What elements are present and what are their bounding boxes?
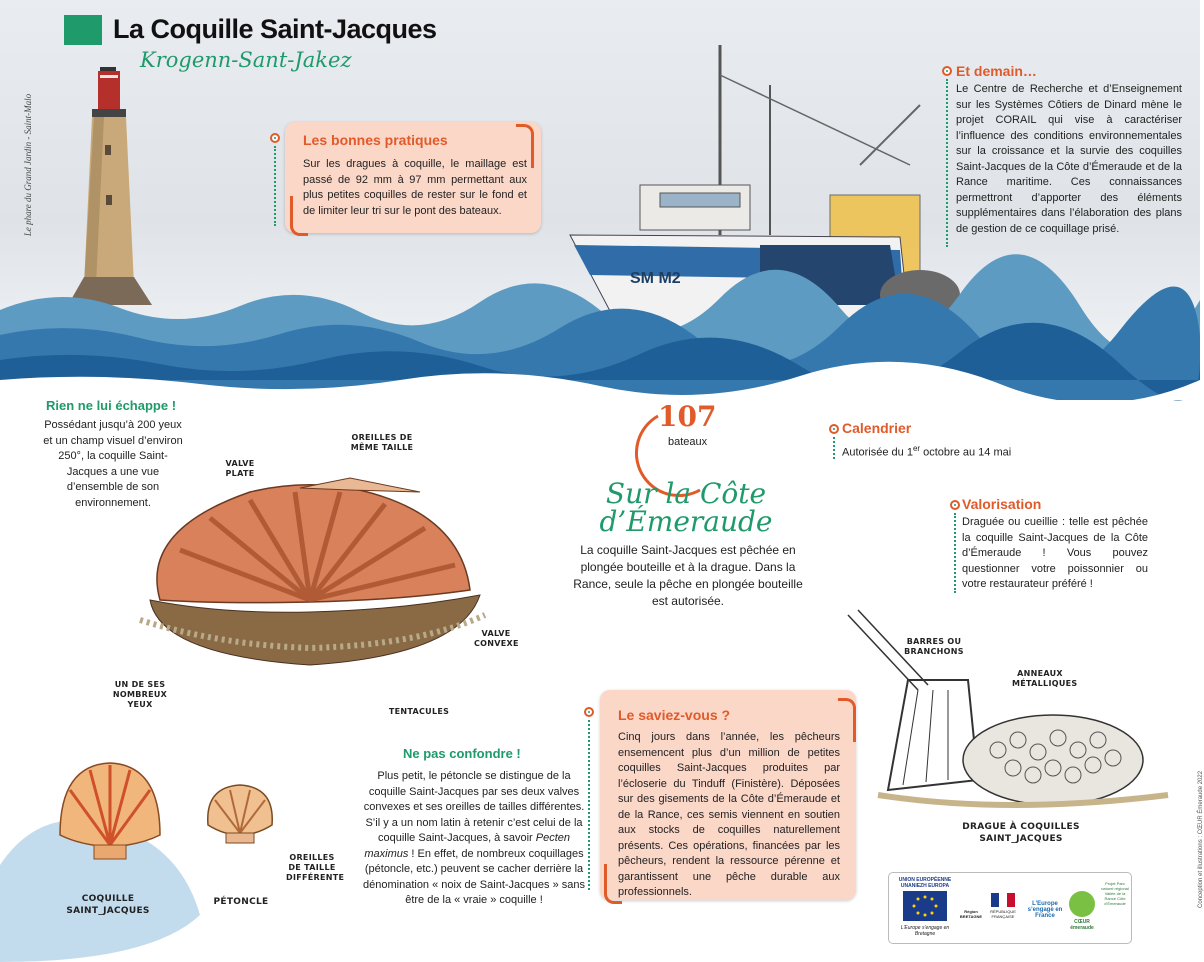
credits: Conception et illustrations : CŒUR Émeraude 2022 [1198, 770, 1204, 908]
valorisation-text: Draguée ou cueillie : telle est pêchée la coquille Saint-Jacques de la Côte d’Émeraude ! Vous pouvez questionner votre poissonnier ou votre restaurateur préféré ! [962, 516, 1148, 590]
compare-illustration [0, 745, 330, 962]
et-demain-title: Et demain… [956, 63, 1037, 79]
saviez-vous-text: Cinq jours dans l’année, les pêcheurs ensemencent plus d’un million de petites coquilles Saint-Jacques produites par l’écloserie du Tinduff (Finistère). Déposées sur des gisements de la Côte d’Émeraude et de la Rance, ces semis viennent en soutien aux stocks de coquilles naturellement présents. Ces opérations, financées par les pêcheurs, rendent la ressource pérenne et garantissent une pêche durable aux professionnels. [618, 731, 840, 898]
bonnes-pratiques-title: Les bonnes pratiques [303, 132, 448, 148]
eu-flag-icon [903, 891, 947, 921]
calendrier-title: Calendrier [842, 420, 912, 436]
sea-waves [0, 280, 1200, 400]
eu-title: UNION EUROPÉENNE UNANIEZH EUROPA [898, 877, 952, 889]
bullet-icon [942, 66, 952, 76]
dotted-line [274, 146, 276, 226]
ne-pas-confondre-p1: Plus petit, le pétoncle se distingue de la coquille Saint-Jacques par ses deux valves convexes et ses oreilles de tailles différentes. [363, 770, 585, 813]
dotted-line [954, 513, 956, 593]
latin-name: Pecten maximus [364, 832, 570, 860]
bracket-decoration [516, 124, 534, 168]
coeur-icon [1069, 891, 1095, 917]
drague-caption: DRAGUE À COQUILLES SAINT_JACQUES [962, 822, 1080, 844]
ne-pas-confondre-text: Plus petit, le pétoncle se distingue de la coquille Saint-Jacques par ses deux valves convexes et ses oreilles de tailles différentes. S’il y a un nom latin à retenir c’est celui de la coquille Saint-Jacques, à savoir Pecten maximus ! En effet, de nombreux coquillages (pétoncle, etc.) peuvent se cacher derrière la dénomination « noix de Saint-Jacques » sans être de la « vraie » coquille ! [363, 770, 585, 906]
label-petoncle: PÉTONCLE [213, 897, 269, 907]
label-valve-convexe: VALVE CONVEXE [474, 629, 519, 648]
bullet-icon [829, 424, 839, 434]
valorisation-title: Valorisation [962, 496, 1042, 512]
label-coquille: COQUILLE SAINT_JACQUES [66, 894, 150, 916]
label-oreilles: OREILLES DE MÊME TAILLE [350, 433, 414, 452]
state-flag-icon [991, 893, 1015, 907]
bullet-icon [950, 500, 960, 510]
bracket-decoration [290, 196, 308, 236]
rien-ne-lui-title: Rien ne lui échappe ! [46, 398, 177, 413]
stat-number: 107 [658, 400, 717, 433]
pnr-logo: Projet Parc naturel régional Vallée de la Rance Côte d’Émeraude [1101, 881, 1129, 906]
ne-pas-confondre-title: Ne pas confondre ! [403, 746, 521, 761]
dotted-line [588, 720, 590, 890]
label-oreilles-diff: OREILLES DE TAILLE DIFFÉRENTE [286, 853, 345, 882]
label-barres: BARRES OU BRANCHONS [904, 637, 964, 656]
bullet-icon [584, 707, 594, 717]
hull-mark: SM M2 [630, 270, 681, 287]
state-logo: RÉPUBLIQUE FRANÇAISE [990, 909, 1016, 919]
lighthouse-illustration [60, 55, 160, 305]
cote-title: Sur la Côte d’Émeraude [599, 477, 773, 538]
calendrier-text: Autorisée du 1er octobre au 14 mai [842, 444, 1012, 459]
bonnes-pratiques-text: Sur les dragues à coquille, le maillage est passé de 92 mm à 97 mm permettant aux plus petites coquilles de rester sur le fond et de limiter leur tri sur le pont des bateaux. [303, 158, 527, 217]
bracket-decoration [838, 698, 856, 742]
saviez-vous-title: Le saviez-vous ? [618, 707, 731, 723]
label-un-de-ses-yeux: UN DE SES NOMBREUX YEUX [112, 680, 168, 709]
dotted-line [833, 437, 835, 459]
scallop-illustration [100, 470, 500, 710]
feamp-logo: L’Europe s’engage en France [1027, 901, 1063, 919]
page-subtitle: Krogenn-Sant-Jakez [140, 48, 352, 72]
saviez-vous-box [600, 690, 856, 900]
bullet-icon [270, 133, 280, 143]
bracket-decoration [604, 864, 622, 904]
label-anneaux: ANNEAUX MÉTALLIQUES [1012, 669, 1078, 688]
stat-label: bateaux [668, 436, 708, 448]
page-title: La Coquille Saint-Jacques [113, 14, 437, 44]
et-demain-text: Le Centre de Recherche et d’Enseignement sur les Systèmes Côtiers de Dinard mène le projet CORAIL qui vise à caractériser l’influence des conditions environnementales sur la croissance et la survie des coquilles Saint-Jacques de la Côte d’Émeraude et de la Rance maritime. Ces connaissances permettront d’apporter des éléments supplémentaires dans l’élaboration des plans de gestion de ce coquillage prisé. [956, 83, 1182, 235]
coeur-logo: CŒUR émeraude [1070, 919, 1094, 931]
bonnes-pratiques-box [285, 122, 541, 233]
rien-ne-lui-text: Possédant jusqu’à 200 yeux et un champ visuel d’environ 250°, la coquille Saint-Jacques a une vue d’ensemble de son environnement. [43, 419, 183, 509]
partner-logos [888, 872, 1132, 944]
label-valve-plate: VALVE PLATE [225, 459, 255, 478]
drague-illustration [848, 610, 1178, 820]
side-caption: Le phare du Grand Jardin - Saint-Malo [23, 93, 33, 237]
title-square [64, 15, 102, 45]
dotted-line [946, 79, 948, 247]
cote-text: La coquille Saint-Jacques est pêchée en plongée bouteille et à la drague. Dans la Rance, seule la pêche en plongée bouteille est autorisée. [573, 543, 803, 608]
label-tentacules: TENTACULES [388, 707, 450, 716]
region-logo: Région BRETAGNE [959, 909, 983, 919]
eu-tagline: L’Europe s’engage en Bretagne [900, 925, 950, 937]
